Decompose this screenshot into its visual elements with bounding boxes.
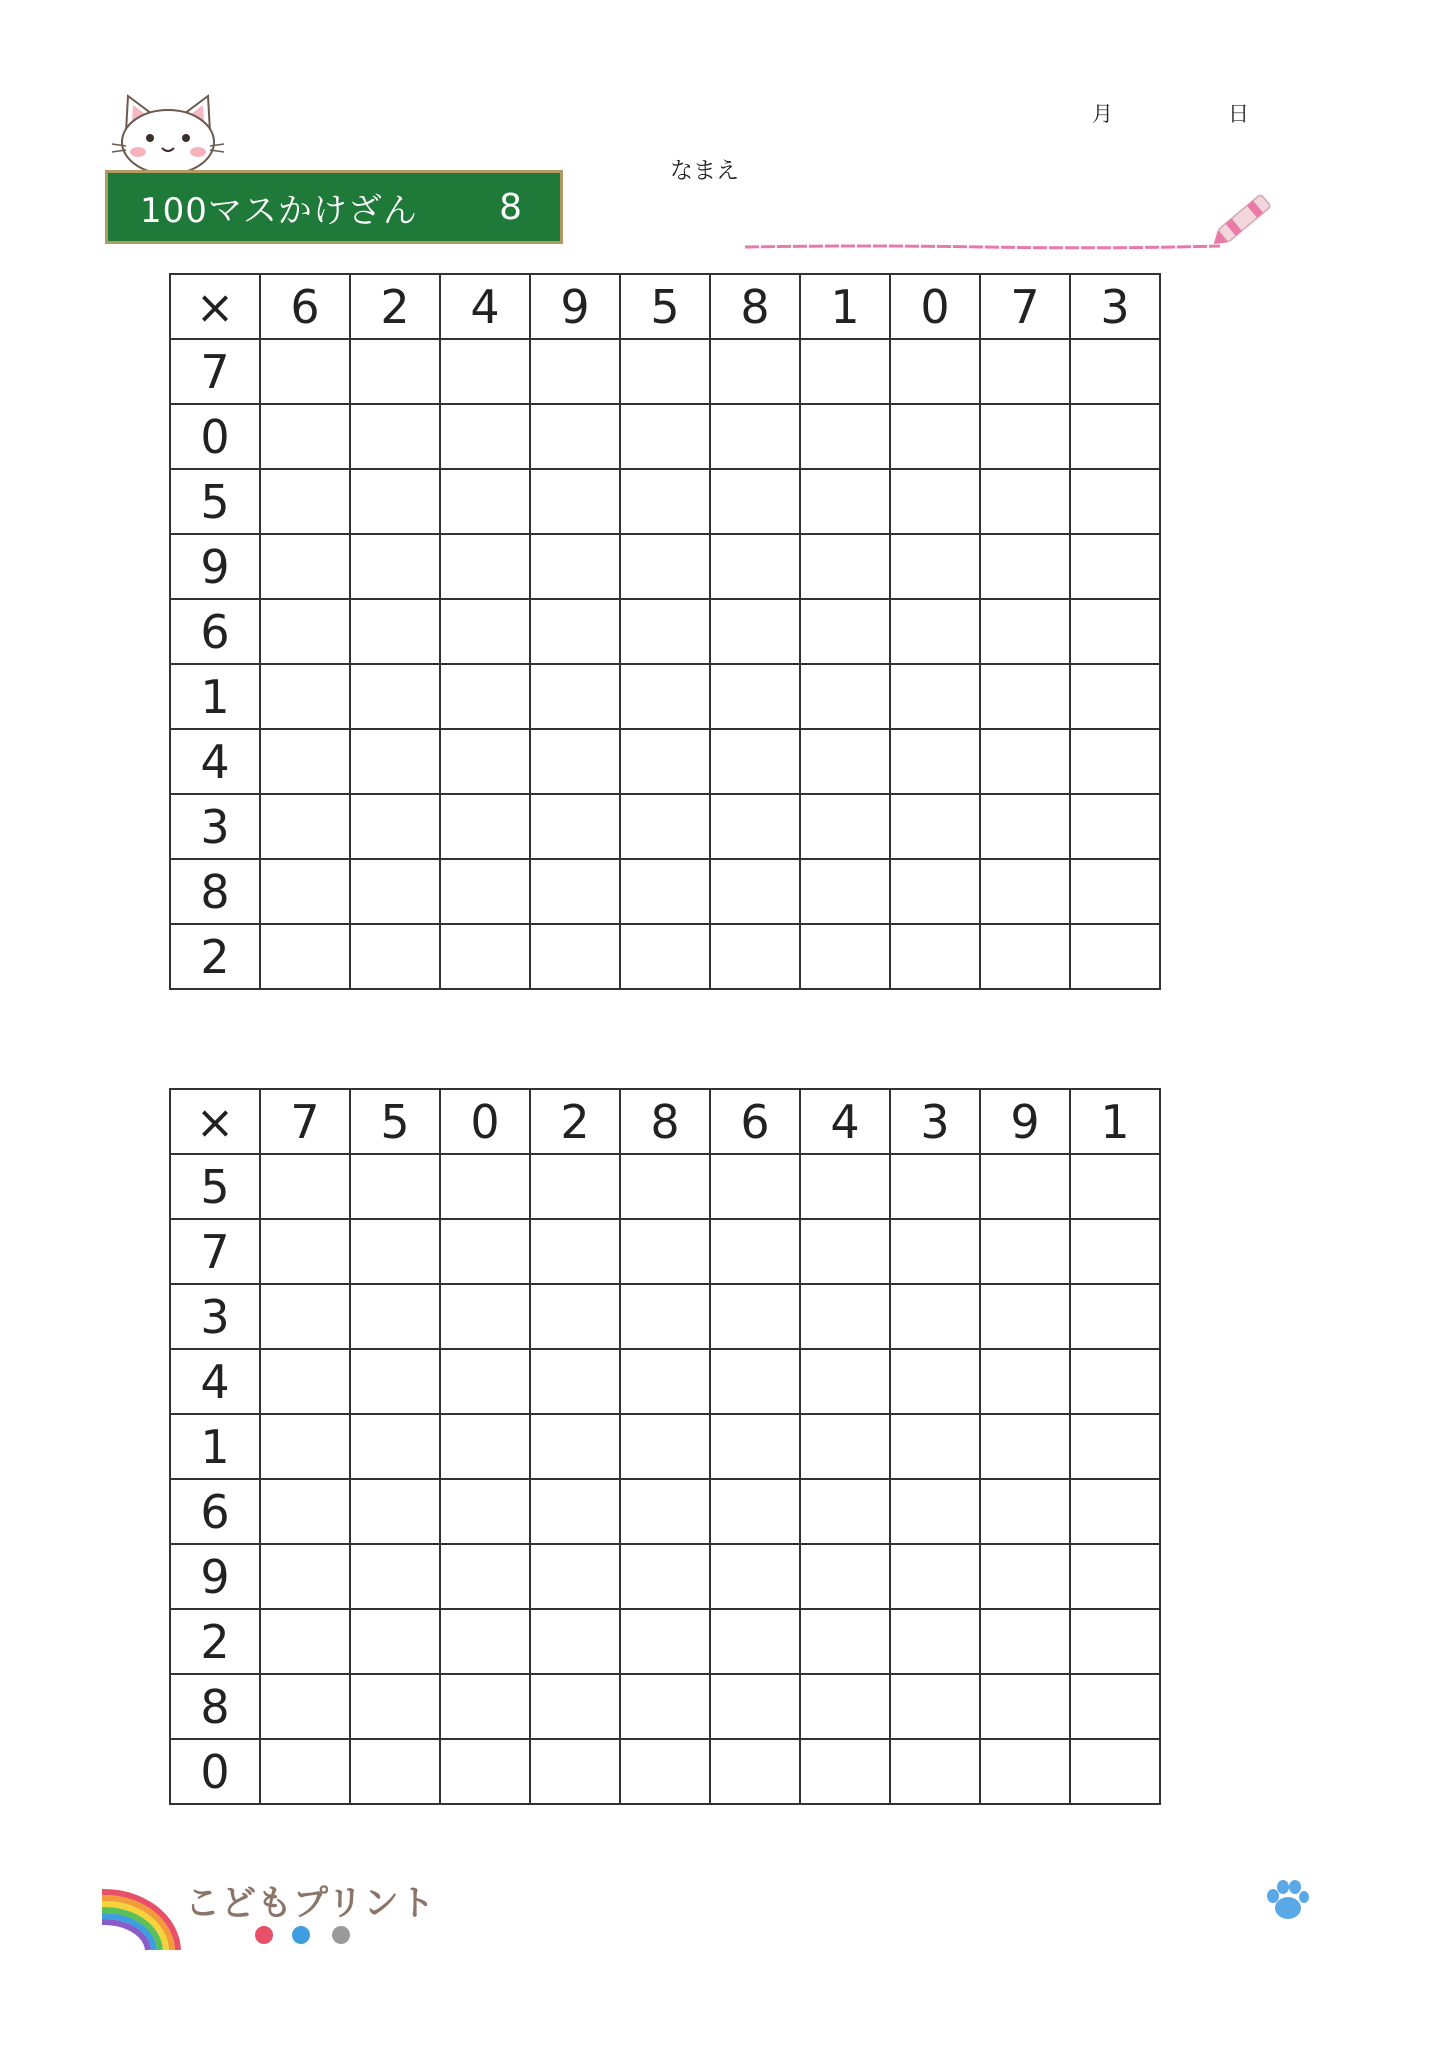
day-label: 日 bbox=[1228, 102, 1249, 126]
column-header: 9 bbox=[980, 1089, 1070, 1154]
answer-cell[interactable] bbox=[800, 1154, 890, 1219]
answer-cell[interactable] bbox=[710, 1349, 800, 1414]
answer-cell[interactable] bbox=[260, 1414, 350, 1479]
answer-cell[interactable] bbox=[350, 1739, 440, 1804]
answer-cell[interactable] bbox=[260, 404, 350, 469]
column-header: 7 bbox=[980, 274, 1070, 339]
grid-row bbox=[170, 1739, 1160, 1804]
title-board bbox=[105, 170, 563, 244]
answer-cell[interactable] bbox=[980, 1674, 1070, 1739]
answer-cell[interactable] bbox=[530, 1479, 620, 1544]
worksheet-title: 100マスかけざん bbox=[140, 190, 418, 231]
column-header: 8 bbox=[620, 1089, 710, 1154]
answer-cell[interactable] bbox=[1070, 1284, 1160, 1349]
answer-cell[interactable] bbox=[1070, 859, 1160, 924]
column-header: 2 bbox=[530, 1089, 620, 1154]
answer-cell[interactable] bbox=[1070, 1219, 1160, 1284]
column-header: 2 bbox=[350, 274, 440, 339]
answer-cell[interactable] bbox=[440, 794, 530, 859]
answer-cell[interactable] bbox=[710, 534, 800, 599]
brand-dot bbox=[255, 1926, 273, 1944]
answer-cell[interactable] bbox=[440, 1674, 530, 1739]
answer-cell[interactable] bbox=[530, 1284, 620, 1349]
answer-cell[interactable] bbox=[710, 469, 800, 534]
answer-cell[interactable] bbox=[710, 859, 800, 924]
answer-cell[interactable] bbox=[890, 469, 980, 534]
answer-cell[interactable] bbox=[890, 1219, 980, 1284]
answer-cell[interactable] bbox=[890, 794, 980, 859]
answer-cell[interactable] bbox=[350, 859, 440, 924]
answer-cell[interactable] bbox=[890, 1154, 980, 1219]
answer-cell[interactable] bbox=[890, 1479, 980, 1544]
answer-cell[interactable] bbox=[890, 1414, 980, 1479]
answer-cell[interactable] bbox=[350, 664, 440, 729]
answer-cell[interactable] bbox=[800, 404, 890, 469]
answer-cell[interactable] bbox=[710, 599, 800, 664]
grid-row bbox=[170, 1609, 1160, 1674]
answer-cell[interactable] bbox=[620, 1674, 710, 1739]
answer-cell[interactable] bbox=[260, 1544, 350, 1609]
answer-cell[interactable] bbox=[1070, 1609, 1160, 1674]
column-header: 6 bbox=[260, 274, 350, 339]
row-header: 9 bbox=[170, 534, 260, 599]
answer-cell[interactable] bbox=[530, 1674, 620, 1739]
answer-cell[interactable] bbox=[350, 339, 440, 404]
answer-cell[interactable] bbox=[1070, 534, 1160, 599]
answer-cell[interactable] bbox=[980, 1414, 1070, 1479]
answer-cell[interactable] bbox=[620, 729, 710, 794]
answer-cell[interactable] bbox=[530, 339, 620, 404]
answer-cell[interactable] bbox=[890, 1739, 980, 1804]
answer-cell[interactable] bbox=[980, 1739, 1070, 1804]
answer-cell[interactable] bbox=[1070, 1739, 1160, 1804]
answer-cell[interactable] bbox=[620, 339, 710, 404]
row-header: 1 bbox=[170, 664, 260, 729]
cat-icon bbox=[108, 92, 228, 174]
answer-cell[interactable] bbox=[260, 924, 350, 989]
paw-icon bbox=[1264, 1878, 1310, 1922]
answer-cell[interactable] bbox=[710, 1739, 800, 1804]
answer-cell[interactable] bbox=[980, 1544, 1070, 1609]
answer-cell[interactable] bbox=[440, 924, 530, 989]
grid-row bbox=[170, 1154, 1160, 1219]
answer-cell[interactable] bbox=[530, 729, 620, 794]
name-underline bbox=[745, 244, 1220, 250]
answer-cell[interactable] bbox=[440, 1219, 530, 1284]
grid-row bbox=[170, 339, 1160, 404]
column-header: 7 bbox=[260, 1089, 350, 1154]
rainbow-icon bbox=[100, 1884, 182, 1952]
answer-cell[interactable] bbox=[260, 729, 350, 794]
answer-cell[interactable] bbox=[890, 1544, 980, 1609]
grid-header-row bbox=[170, 274, 1160, 339]
grid-row bbox=[170, 924, 1160, 989]
row-header: 6 bbox=[170, 599, 260, 664]
answer-cell[interactable] bbox=[980, 1284, 1070, 1349]
answer-cell[interactable] bbox=[350, 1609, 440, 1674]
answer-cell[interactable] bbox=[440, 729, 530, 794]
answer-cell[interactable] bbox=[710, 924, 800, 989]
row-header: 0 bbox=[170, 404, 260, 469]
answer-cell[interactable] bbox=[980, 729, 1070, 794]
answer-cell[interactable] bbox=[980, 469, 1070, 534]
answer-cell[interactable] bbox=[350, 1414, 440, 1479]
answer-cell[interactable] bbox=[800, 859, 890, 924]
grid-row bbox=[170, 794, 1160, 859]
crayon-icon bbox=[1205, 184, 1285, 254]
answer-cell[interactable] bbox=[800, 794, 890, 859]
row-header: 5 bbox=[170, 1154, 260, 1219]
grid-header-row bbox=[170, 1089, 1160, 1154]
answer-cell[interactable] bbox=[260, 1284, 350, 1349]
answer-cell[interactable] bbox=[620, 794, 710, 859]
row-header: 3 bbox=[170, 1284, 260, 1349]
answer-cell[interactable] bbox=[260, 599, 350, 664]
answer-cell[interactable] bbox=[800, 1739, 890, 1804]
row-header: 3 bbox=[170, 794, 260, 859]
answer-cell[interactable] bbox=[1070, 339, 1160, 404]
answer-cell[interactable] bbox=[530, 1544, 620, 1609]
answer-cell[interactable] bbox=[530, 859, 620, 924]
row-header: 2 bbox=[170, 924, 260, 989]
grid-row bbox=[170, 469, 1160, 534]
answer-cell[interactable] bbox=[890, 664, 980, 729]
answer-cell[interactable] bbox=[800, 1414, 890, 1479]
answer-cell[interactable] bbox=[440, 599, 530, 664]
answer-cell[interactable] bbox=[980, 664, 1070, 729]
grid-row bbox=[170, 599, 1160, 664]
answer-cell[interactable] bbox=[620, 664, 710, 729]
answer-cell[interactable] bbox=[980, 1609, 1070, 1674]
row-header: 9 bbox=[170, 1544, 260, 1609]
answer-cell[interactable] bbox=[440, 534, 530, 599]
answer-cell[interactable] bbox=[440, 469, 530, 534]
answer-cell[interactable] bbox=[800, 924, 890, 989]
answer-cell[interactable] bbox=[890, 924, 980, 989]
answer-cell[interactable] bbox=[260, 1349, 350, 1414]
answer-cell[interactable] bbox=[260, 664, 350, 729]
answer-cell[interactable] bbox=[710, 1414, 800, 1479]
answer-cell[interactable] bbox=[800, 1544, 890, 1609]
answer-cell[interactable] bbox=[1070, 729, 1160, 794]
answer-cell[interactable] bbox=[710, 1544, 800, 1609]
column-header: 5 bbox=[350, 1089, 440, 1154]
answer-cell[interactable] bbox=[260, 1479, 350, 1544]
multiplication-grid-2 bbox=[169, 1088, 1161, 1805]
answer-cell[interactable] bbox=[620, 534, 710, 599]
answer-cell[interactable] bbox=[800, 469, 890, 534]
answer-cell[interactable] bbox=[620, 1219, 710, 1284]
row-header: 8 bbox=[170, 1674, 260, 1739]
answer-cell[interactable] bbox=[440, 1349, 530, 1414]
answer-cell[interactable] bbox=[620, 1154, 710, 1219]
column-header: 3 bbox=[1070, 274, 1160, 339]
answer-cell[interactable] bbox=[710, 794, 800, 859]
column-header: 5 bbox=[620, 274, 710, 339]
answer-cell[interactable] bbox=[620, 469, 710, 534]
answer-cell[interactable] bbox=[890, 1349, 980, 1414]
answer-cell[interactable] bbox=[350, 1349, 440, 1414]
answer-cell[interactable] bbox=[890, 404, 980, 469]
answer-cell[interactable] bbox=[890, 729, 980, 794]
answer-cell[interactable] bbox=[890, 1284, 980, 1349]
answer-cell[interactable] bbox=[800, 534, 890, 599]
answer-cell[interactable] bbox=[440, 339, 530, 404]
grid-row bbox=[170, 1479, 1160, 1544]
answer-cell[interactable] bbox=[890, 1609, 980, 1674]
answer-cell[interactable] bbox=[440, 1609, 530, 1674]
answer-cell[interactable] bbox=[890, 1674, 980, 1739]
answer-cell[interactable] bbox=[1070, 1414, 1160, 1479]
answer-cell[interactable] bbox=[620, 404, 710, 469]
answer-cell[interactable] bbox=[800, 339, 890, 404]
answer-cell[interactable] bbox=[260, 1609, 350, 1674]
answer-cell[interactable] bbox=[350, 1544, 440, 1609]
column-header: 3 bbox=[890, 1089, 980, 1154]
answer-cell[interactable] bbox=[620, 1414, 710, 1479]
answer-cell[interactable] bbox=[530, 664, 620, 729]
answer-cell[interactable] bbox=[260, 1674, 350, 1739]
answer-cell[interactable] bbox=[350, 924, 440, 989]
answer-cell[interactable] bbox=[1070, 404, 1160, 469]
answer-cell[interactable] bbox=[530, 534, 620, 599]
row-header: 4 bbox=[170, 1349, 260, 1414]
column-header: 0 bbox=[890, 274, 980, 339]
answer-cell[interactable] bbox=[350, 404, 440, 469]
answer-cell[interactable] bbox=[980, 859, 1070, 924]
answer-cell[interactable] bbox=[800, 1479, 890, 1544]
multiplication-grid-1 bbox=[169, 273, 1161, 990]
answer-cell[interactable] bbox=[440, 664, 530, 729]
brand-dot bbox=[332, 1926, 350, 1944]
answer-cell[interactable] bbox=[980, 924, 1070, 989]
answer-cell[interactable] bbox=[1070, 1349, 1160, 1414]
answer-cell[interactable] bbox=[350, 729, 440, 794]
answer-cell[interactable] bbox=[620, 924, 710, 989]
answer-cell[interactable] bbox=[260, 1219, 350, 1284]
answer-cell[interactable] bbox=[800, 1674, 890, 1739]
column-header: 9 bbox=[530, 274, 620, 339]
answer-cell[interactable] bbox=[350, 534, 440, 599]
row-header: 7 bbox=[170, 339, 260, 404]
answer-cell[interactable] bbox=[710, 729, 800, 794]
answer-cell[interactable] bbox=[530, 1609, 620, 1674]
answer-cell[interactable] bbox=[890, 599, 980, 664]
grid-row bbox=[170, 1284, 1160, 1349]
answer-cell[interactable] bbox=[530, 1739, 620, 1804]
answer-cell[interactable] bbox=[350, 1284, 440, 1349]
grid-row bbox=[170, 859, 1160, 924]
row-header: 0 bbox=[170, 1739, 260, 1804]
answer-cell[interactable] bbox=[440, 1544, 530, 1609]
answer-cell[interactable] bbox=[260, 469, 350, 534]
answer-cell[interactable] bbox=[980, 794, 1070, 859]
answer-cell[interactable] bbox=[1070, 664, 1160, 729]
answer-cell[interactable] bbox=[440, 404, 530, 469]
answer-cell[interactable] bbox=[710, 404, 800, 469]
column-header: 0 bbox=[440, 1089, 530, 1154]
name-label: なまえ bbox=[670, 158, 739, 184]
answer-cell[interactable] bbox=[440, 1284, 530, 1349]
answer-cell[interactable] bbox=[530, 469, 620, 534]
answer-cell[interactable] bbox=[980, 1219, 1070, 1284]
answer-cell[interactable] bbox=[1070, 794, 1160, 859]
answer-cell[interactable] bbox=[890, 534, 980, 599]
brand-name: こどもプリント bbox=[185, 1884, 436, 1924]
answer-cell[interactable] bbox=[530, 1219, 620, 1284]
column-header: 4 bbox=[800, 1089, 890, 1154]
grid-row bbox=[170, 1219, 1160, 1284]
answer-cell[interactable] bbox=[980, 1479, 1070, 1544]
answer-cell[interactable] bbox=[530, 924, 620, 989]
answer-cell[interactable] bbox=[1070, 1154, 1160, 1219]
grid-row bbox=[170, 1414, 1160, 1479]
answer-cell[interactable] bbox=[800, 1349, 890, 1414]
answer-cell[interactable] bbox=[620, 1739, 710, 1804]
row-header: 6 bbox=[170, 1479, 260, 1544]
grid-row bbox=[170, 404, 1160, 469]
column-header: 1 bbox=[800, 274, 890, 339]
answer-cell[interactable] bbox=[800, 1284, 890, 1349]
answer-cell[interactable] bbox=[710, 1479, 800, 1544]
answer-cell[interactable] bbox=[800, 599, 890, 664]
answer-cell[interactable] bbox=[350, 794, 440, 859]
answer-cell[interactable] bbox=[350, 469, 440, 534]
answer-cell[interactable] bbox=[620, 1479, 710, 1544]
brand-dot bbox=[292, 1926, 310, 1944]
column-header: 1 bbox=[1070, 1089, 1160, 1154]
answer-cell[interactable] bbox=[710, 664, 800, 729]
row-header: 4 bbox=[170, 729, 260, 794]
answer-cell[interactable] bbox=[800, 729, 890, 794]
row-header: 7 bbox=[170, 1219, 260, 1284]
answer-cell[interactable] bbox=[710, 1219, 800, 1284]
answer-cell[interactable] bbox=[620, 859, 710, 924]
answer-cell[interactable] bbox=[800, 1609, 890, 1674]
row-header: 8 bbox=[170, 859, 260, 924]
answer-cell[interactable] bbox=[1070, 1674, 1160, 1739]
answer-cell[interactable] bbox=[530, 404, 620, 469]
answer-cell[interactable] bbox=[800, 1219, 890, 1284]
answer-cell[interactable] bbox=[710, 339, 800, 404]
answer-cell[interactable] bbox=[1070, 1479, 1160, 1544]
answer-cell[interactable] bbox=[980, 1349, 1070, 1414]
answer-cell[interactable] bbox=[440, 1414, 530, 1479]
answer-cell[interactable] bbox=[710, 1154, 800, 1219]
grid-row bbox=[170, 729, 1160, 794]
answer-cell[interactable] bbox=[620, 1284, 710, 1349]
answer-cell[interactable] bbox=[980, 599, 1070, 664]
row-header: 5 bbox=[170, 469, 260, 534]
grid-row bbox=[170, 1674, 1160, 1739]
answer-cell[interactable] bbox=[890, 859, 980, 924]
grid-row bbox=[170, 1544, 1160, 1609]
answer-cell[interactable] bbox=[1070, 599, 1160, 664]
answer-cell[interactable] bbox=[710, 1284, 800, 1349]
answer-cell[interactable] bbox=[530, 1414, 620, 1479]
answer-cell[interactable] bbox=[260, 339, 350, 404]
answer-cell[interactable] bbox=[350, 1219, 440, 1284]
answer-cell[interactable] bbox=[260, 1739, 350, 1804]
answer-cell[interactable] bbox=[350, 1479, 440, 1544]
answer-cell[interactable] bbox=[440, 859, 530, 924]
answer-cell[interactable] bbox=[980, 1154, 1070, 1219]
answer-cell[interactable] bbox=[530, 1154, 620, 1219]
column-header: 6 bbox=[710, 1089, 800, 1154]
row-header: 2 bbox=[170, 1609, 260, 1674]
grid-row bbox=[170, 1349, 1160, 1414]
grid-row bbox=[170, 664, 1160, 729]
column-header: 8 bbox=[710, 274, 800, 339]
answer-cell[interactable] bbox=[440, 1154, 530, 1219]
answer-cell[interactable] bbox=[530, 599, 620, 664]
answer-cell[interactable] bbox=[620, 1609, 710, 1674]
answer-cell[interactable] bbox=[260, 859, 350, 924]
answer-cell[interactable] bbox=[620, 599, 710, 664]
answer-cell[interactable] bbox=[440, 1479, 530, 1544]
answer-cell[interactable] bbox=[530, 794, 620, 859]
row-header: 1 bbox=[170, 1414, 260, 1479]
answer-cell[interactable] bbox=[260, 794, 350, 859]
grid-corner-symbol: × bbox=[170, 274, 260, 339]
answer-cell[interactable] bbox=[980, 339, 1070, 404]
month-label: 月 bbox=[1092, 102, 1113, 126]
answer-cell[interactable] bbox=[1070, 1544, 1160, 1609]
answer-cell[interactable] bbox=[260, 534, 350, 599]
answer-cell[interactable] bbox=[980, 404, 1070, 469]
answer-cell[interactable] bbox=[710, 1609, 800, 1674]
answer-cell[interactable] bbox=[260, 1154, 350, 1219]
column-header: 4 bbox=[440, 274, 530, 339]
answer-cell[interactable] bbox=[710, 1674, 800, 1739]
answer-cell[interactable] bbox=[350, 1674, 440, 1739]
answer-cell[interactable] bbox=[350, 1154, 440, 1219]
answer-cell[interactable] bbox=[620, 1349, 710, 1414]
answer-cell[interactable] bbox=[890, 339, 980, 404]
answer-cell[interactable] bbox=[980, 534, 1070, 599]
worksheet-number: 8 bbox=[499, 186, 522, 228]
answer-cell[interactable] bbox=[350, 599, 440, 664]
answer-cell[interactable] bbox=[440, 1739, 530, 1804]
answer-cell[interactable] bbox=[1070, 469, 1160, 534]
answer-cell[interactable] bbox=[530, 1349, 620, 1414]
answer-cell[interactable] bbox=[1070, 924, 1160, 989]
grid-corner-symbol: × bbox=[170, 1089, 260, 1154]
answer-cell[interactable] bbox=[620, 1544, 710, 1609]
answer-cell[interactable] bbox=[800, 664, 890, 729]
grid-row bbox=[170, 534, 1160, 599]
